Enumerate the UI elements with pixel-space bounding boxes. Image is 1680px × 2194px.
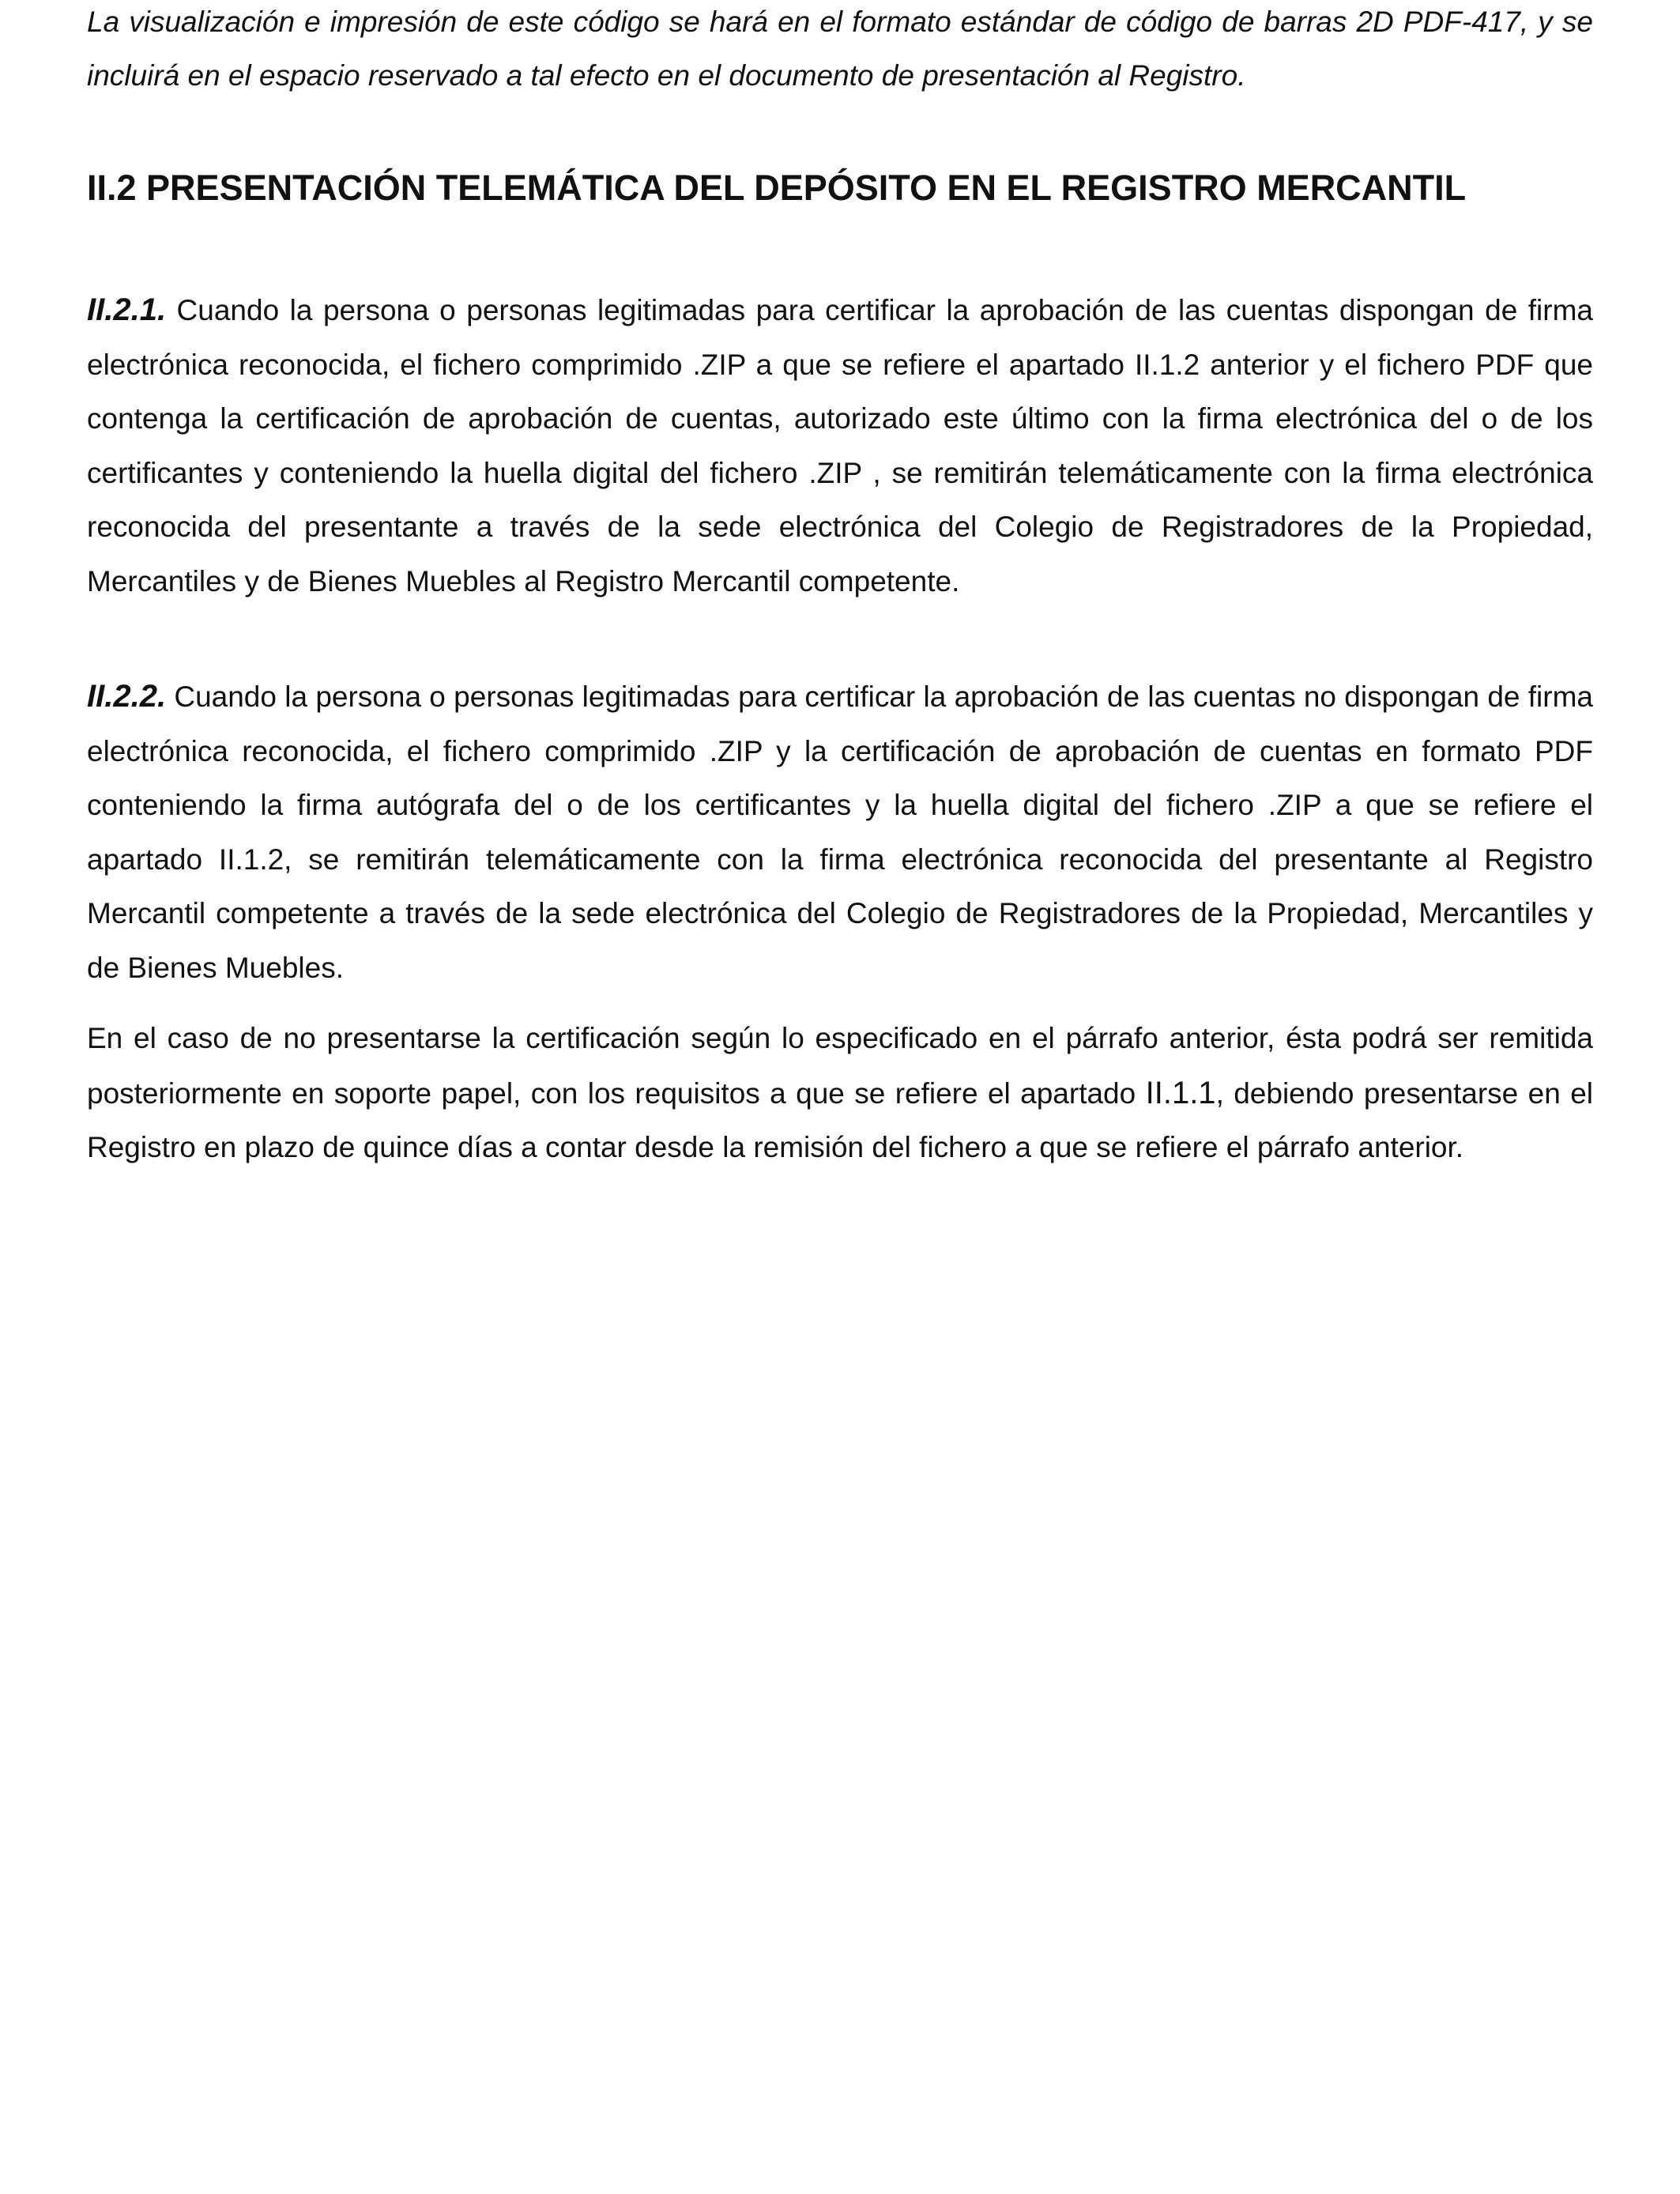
closing-text-after: , debiendo presentarse en el Registro en plazo de quince días a contar desde la remisión del fichero a que se refiere el párrafo anterior. — [87, 1076, 1593, 1163]
intro-paragraph: La visualización e impresión de este código se hará en el formato estándar de código de barras 2D PDF-417, y se incluirá en el espacio reservado a tal efecto en el documento de presentación al Registro. — [87, 6, 1593, 92]
closing-text-before: En el caso de no presentarse la certificación según lo especificado en el párrafo anterior, ésta podrá ser remitida posteriormente en soporte papel, con los requisitos a que se refiere el apartado — [87, 1022, 1593, 1110]
paragraph-ii-2-2 — [87, 669, 1593, 995]
document-page — [87, 0, 1593, 1163]
paragraph-text: Cuando la persona o personas legitimadas para certificar la aprobación de las cuentas no dispongan de firma electrónica reconocida, el fichero comprimido .ZIP y la certificación de aprobación de cuentas en formato PDF conteniendo la firma autógrafa del o de los certificantes y la huella digital del fichero .ZIP a que se refiere el apartado II.1.2, se remitirán telemáticamente con la firma electrónica reconocida del presentante al Registro Mercantil competente a través de la sede electrónica del Colegio de Registradores de la Propiedad, Mercantiles y de Bienes Muebles. — [87, 680, 1593, 984]
section-title: II.2 PRESENTACIÓN TELEMÁTICA DEL DEPÓSITO EN EL REGISTRO MERCANTIL — [87, 168, 1467, 208]
paragraph-text: Cuando la persona o personas legitimadas para certificar la aprobación de las cuentas dispongan de firma electrónica reconocida, el fichero comprimido .ZIP a que se refiere el apartado II.1.2 anterior y el fichero PDF que contenga la certificación de aprobación de cuentas, autorizado este último con la firma electrónica del o de los certificantes y conteniendo la huella digital del fichero .ZIP , se remitirán telemáticamente con la firma electrónica reconocida del presentante a través de la sede electrónica del Colegio de Registradores de la Propiedad, Mercantiles y de Bienes Muebles al Registro Mercantil competente. — [87, 294, 1593, 598]
paragraph-number: II.2.1. — [87, 292, 167, 327]
section-reference: II.1.1 — [1145, 1075, 1216, 1110]
paragraph-ii-2-1 — [87, 283, 1593, 609]
paragraph-number: II.2.2. — [87, 679, 167, 714]
closing-paragraph — [87, 1012, 1593, 1175]
